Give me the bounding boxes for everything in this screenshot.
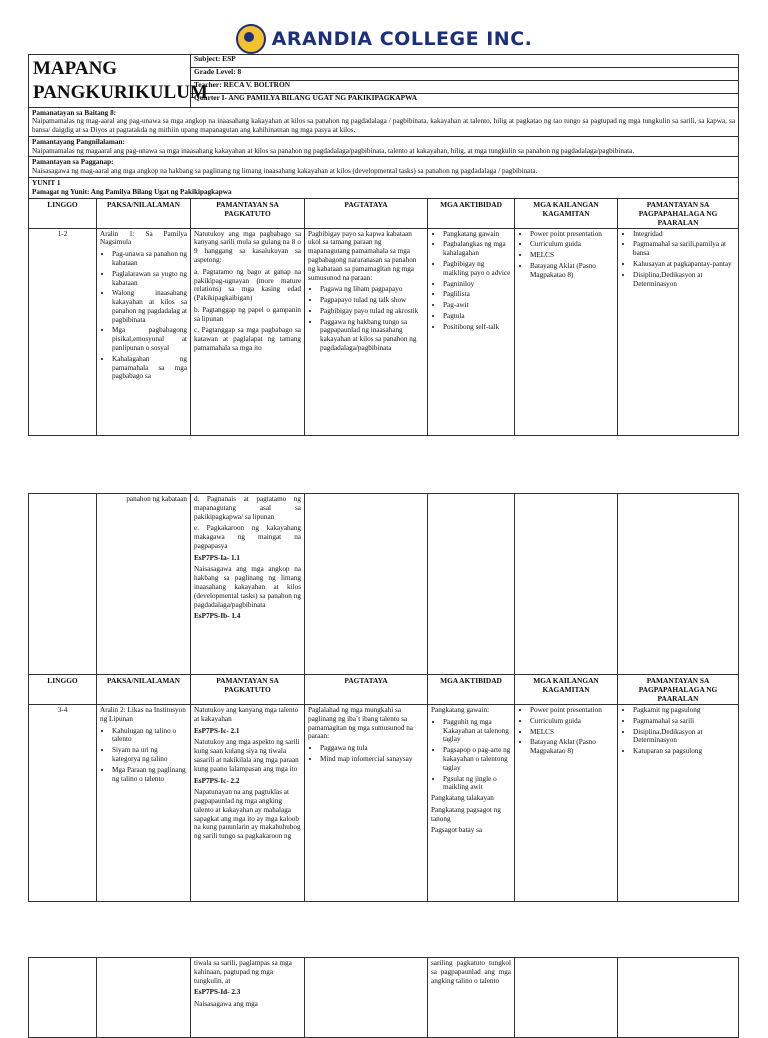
linggo-cell: 3-4 — [29, 705, 97, 902]
grade-field: Grade Level: 8 — [191, 68, 739, 81]
performance-standard: Pamantayan sa Pagganap: Naisasagawa ng mag-aaral ang mga angkop na hakbang sa paglinang ng limang inaasahang kakayahan at kilos (developmental tasks) sa panahon ng pagdadalaga / pagbibinata. — [29, 157, 739, 178]
col-paksa: PAKSA/NILALAMAN — [97, 198, 191, 228]
table-row — [29, 958, 739, 1038]
pamantayan-cell: tiwala sa sarili, paglampas sa mga kahinaan, pagtupad ng mga tungkulin, at EsP7PS-Id- 2.3 Naisasagawa ang mga — [191, 958, 305, 1038]
pagtataya-cell: Pagbibigay payo sa kapwa kabataan ukol sa tamang paraan ng mapanagutang pamamahala sa mga pagbabagong nararanasan sa panahon ng kabataan sa pamamagitan ng mga sumusunod na paraan: • Pagawa ng liham pagpapayo • Pagpapayo tulad ng talk show • Pagbibigay payo tulad ng akrostik • Paggawa ng hakbang tungo sa pagpapaunlad ng inaasahang kakayahan at kilos sa panahon ng pagdadalaga/pagbibinata — [305, 228, 428, 435]
document-title: MAPANG PANGKURIKULUM — [29, 55, 191, 108]
pamantayan-cell: Natutukoy ang kanyang mga talento at kakayahan EsP7PS-Ic- 2.1 Natutukoy ang mga aspekto ng sarili kung saan kulang siya ng tiwala sasarili at nakikilala ang mga paraan kung paano lalampasan ang mga ito EsP7PS-Ic- 2.2 Napatunayan na ang pagtuklas at pagpapaunlad ng mga angking talento at kakayahan ay mahalaga sapagkat ang mga ito ay mga kaloob na kung pauunlarin ay makahuhubog ng sarili tungo sa pagkakaroon ng — [191, 705, 305, 902]
table-row — [29, 705, 739, 902]
school-name: ARANDIA COLLEGE INC. — [271, 28, 533, 50]
school-header — [0, 24, 768, 54]
school-seal-icon — [236, 24, 266, 54]
kagamitan-cell: • Power point presentation • Curriculum guida • MELCS • Batayang Aklat (Pasno Magpakatao 8) — [515, 228, 618, 435]
paksa-cell: panahon ng kabataan — [97, 494, 191, 675]
aktibidad-cell: sariling pagkatuto tungkol sa pagpapaunlad ang mga angking talino o talento — [428, 958, 515, 1038]
pamantayan-cell: d. Pagnanais at pagtatamo ng mapanagutang asal sa pakikipagkapwa/ sa lipunan e. Pagkakaroon ng kakayahang makagawa ng maingat na pagpapasya EsP7PS-Ia- 1.1 Naisasagawa ang mga angkop na hakbang sa paglinang ng limang inaasahang kakayahan at kilos (developmental tasks) sa panahon ng pagdadalaga/pagbibinata EsP7PS-Ib- 1.4 — [191, 494, 305, 675]
col-pamantayan: PAMANTAYAN SA PAGKATUTO — [191, 198, 305, 228]
pagpapahalaga-cell: • Pagkamit ng pagsulong • Pagmamahal sa sarili • Disiplina,Dedikasyon at Determinasyon • Katuparan sa pagsulong — [618, 705, 739, 902]
pamantayan-cell: Natutukoy ang mga pagbabago sa kanyang sarili mula sa gulang na 8 o 9 hanggang sa kasalukuyan sa aspetong: a. Pagtatamo ng bago at ganap na pakikipag-ugnayan (more mature relations) sa mga kasing edad (Pakikipagkaibigan) b. Pagtanggap ng papel o gampanin sa lipunan c. Pagtanggap sa mga pagbabago sa katawan at paglalapat ng tamang pamamahala sa mga ito — [191, 228, 305, 435]
teacher-field: Teacher: RECA V. BOLTRON — [191, 81, 739, 94]
aktibidad-cell: Pangkatang gawain: • Pagguhit ng mga Kakayahan at talenong taglay • Pagsapop o pag-arte ng kakayahan o talentong taglay • Pgsulat ng jingle o maikling awit Pangkatang talakayan Pangkatang pagsagot ng tanong Pagsagot batay sa — [428, 705, 515, 902]
pagpapahalaga-cell: • Integridad • Pagmamahal sa sarili,pamilya at bansa • Kahusayan at pagkapantay-pantay • Disiplina,Dedikasyon at Determinasyon — [618, 228, 739, 435]
col-aktibidad: MGA AKTIBIDAD — [428, 198, 515, 228]
curriculum-map-table-page3 — [28, 957, 739, 1038]
aktibidad-cell: • Pangkatang gawain • Pagbalangkas ng mga kahalagahan • Pagbibigay ng maikling payo o advice • Pagniniloy • Paglilista • Pag-awit • Pagtula • Positibong self-talk — [428, 228, 515, 435]
subject-field: Subject: ESP — [191, 55, 739, 68]
linggo-cell: 1-2 — [29, 228, 97, 435]
kagamitan-cell: • Power point presentation • Curriculum guida • MELCS • Batayang Aklat (Pasno Magpakatao 8) — [515, 705, 618, 902]
pagtataya-cell: Paglalahad ng mga mungkahi sa paglinang ng iba`t ibang talento sa pamamagitan ng mga sumusunod na paraan: • Paggawa ng tula • Mind map infomercial sanaysay — [305, 705, 428, 902]
unit-label: YUNIT 1 Pamagat ng Yunit: Ang Pamilya Bilang Ugat ng Pakikipagkapwa — [29, 177, 739, 198]
col-pagtataya: PAGTATAYA — [305, 198, 428, 228]
paksa-cell: Aralin 2: Likas na Institusyon ng Lipunan • Kahulugan ng talino o talento • Siyam na uri ng kategorya ng talino • Mga Paraan ng paglinang ng talino o talento — [97, 705, 191, 902]
table-row — [29, 494, 739, 675]
col-linggo: LINGGO — [29, 198, 97, 228]
baitang-standard: Pamanatayan sa Baitang 8: Naipamamalas ng mag-aaral ang pag-unawa sa mga angkop na inaasahang kakayahan at kilos sa panahon ng pagdadalaga / pagbibinata, kakayahan at talento, hilig at pagkatao ng tao tungo sa pagtupad ng mga tungkulin sa sarili, sa kapwa, sa bansa/ daigdig at sa Diyos at pagtatakda ng mithiin upang mapanagutan ang kahihinatnan ng mga pasya at kilos. — [29, 107, 739, 136]
col-pagpapahalaga: PAMANTAYAN SA PAGPAPAHALAGA NG PAARALAN — [618, 198, 739, 228]
content-standard: Pamantayang Pangnilalaman: Naipamamalas ng magaaral ang pag-unawa sa mga inaasahang kakayahan at kilos sa panahon ng pagdadalaga/pagbibinata, talento at kakayahan, hilig, at mga tungkulin sa panahon ng pagdadalaga/pagbibinata. — [29, 136, 739, 157]
curriculum-map-table — [28, 54, 739, 436]
column-header-row: LINGGO PAKSA/NILALAMAN PAMANTAYAN SA PAGKATUTO PAGTATAYA MGA AKTIBIDAD MGA KAILANGAN KAGAMITAN PAMANTAYAN SA PAGPAPAHALAGA NG PAARALAN — [29, 675, 739, 705]
table-row — [29, 228, 739, 435]
quarter-field: Quarter I- ANG PAMILYA BILANG UGAT NG PAKIKIPAGKAPWA — [191, 94, 739, 107]
column-header-row — [29, 198, 739, 228]
curriculum-map-table-page2 — [28, 493, 739, 902]
col-kagamitan: MGA KAILANGAN KAGAMITAN — [515, 198, 618, 228]
paksa-cell: Aralin 1: Sa Pamilya Nagsimula • Pag-unawa sa panahon ng kabataan • Paglalarawan sa yugto ng kabataan • Walong inaasahang kakayahan at kilos sa panahon ng pagdadalag at pagbibinata • Mga pagbabagong pisikal,emosyunal at panlipunan o sosyal • Kahalagahan ng pamamahala sa mga pagbabago sa — [97, 228, 191, 435]
